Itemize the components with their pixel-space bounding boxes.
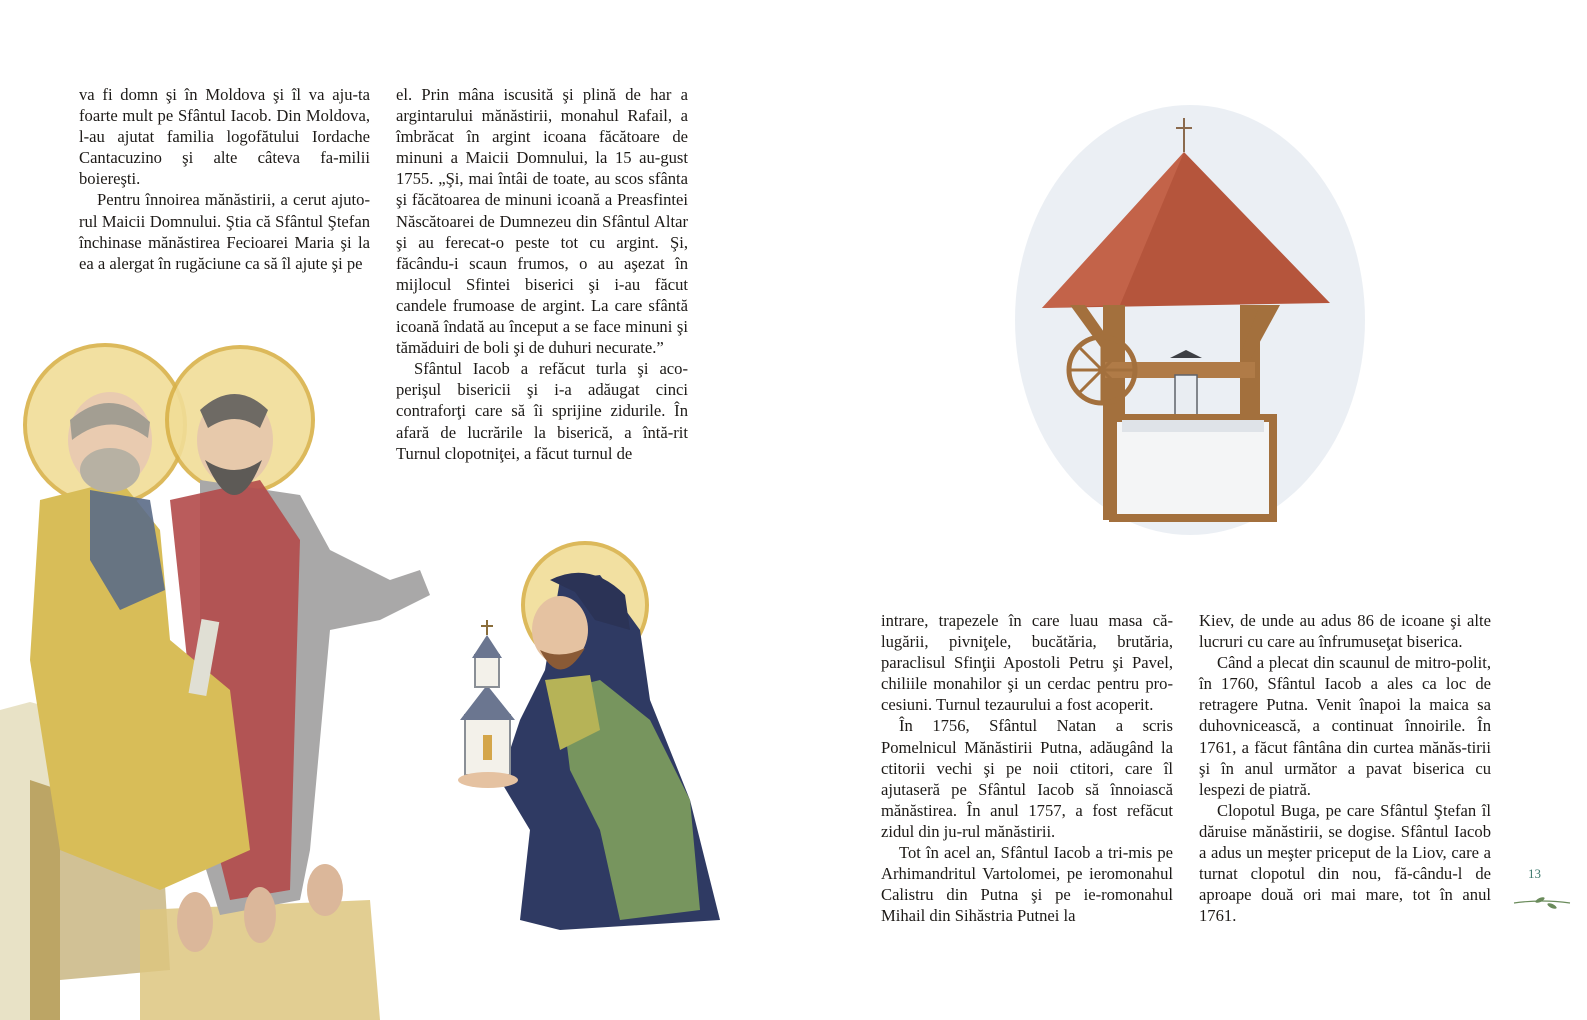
paragraph: Clopotul Buga, pe care Sfântul Ştefan îl dăruise mănăstirii, se dogise. Sfântul Iacob a adus un meşter priceput de la Liov, care a turnat clopotul din nou, fă-cându-l de aproape două ori mai mare, tot în anul 1761.	[1199, 800, 1491, 926]
paragraph: Sfântul Iacob a refăcut turla şi aco-perişul bisericii şi i-a adăugat cinci contraforţi care să îi sprijine zidurile. În afară de lucrările la biserică, a întă-rit Turnul clopotniţei, a făcut turnul de	[396, 359, 688, 463]
paragraph: va fi domn şi în Moldova şi îl va aju-ta foarte mult pe Sfântul Iacob. Din Moldova, l-au ajutat familia logofătului Iordache Cantacuzino şi alte câteva fa-milii boiereşti.	[79, 85, 370, 189]
paragraph: Kiev, de unde au adus 86 de icoane şi alte lucruri cu care au înfrumuseţat biserica.	[1199, 611, 1491, 652]
paragraph: el. Prin mâna iscusită şi plină de har a argintarului mănăstirii, monahul Rafail, a îmbrăcat în argint icoana făcătoare de minuni a Maicii Domnului, la 15 au-gust 1755. „Şi, mai întâi de toate, au scos sfânta şi făcătoarea de minuni icoană a Preasfintei Născătoarei de Dumnezeu din Sfântul Altar şi au ferecat-o peste tot cu argint. Şi, făcându-i scaun frumos, o au aşezat în mijlocul Sfintei biserici şi i-au făcut candele frumoase de argint. La care sfântă icoană îndată au început a se face minuni şi tămăduiri de boli şi de duhuri necurate.”	[396, 85, 688, 358]
saints-illustration	[0, 330, 740, 1020]
page-number: 13	[1528, 866, 1541, 881]
text-column-3	[881, 610, 1173, 926]
text-column-1	[79, 84, 370, 274]
paragraph: Pentru înnoirea mănăstirii, a cerut ajuto-rul Maicii Domnului. Ştia că Sfântul Ştefan închinase mănăstirea Fecioarei Maria şi la ea a alergat în rugăciune ca să îl ajute şi pe	[79, 190, 370, 273]
leaf-ornament-icon	[1512, 893, 1572, 913]
paragraph: Tot în acel an, Sfântul Iacob a tri-mis pe Arhimandritul Vartolomei, pe ieromonahul Calistru din Putna şi pe ie-romonahul Mihail din Sihăstria Putnei la	[881, 843, 1173, 926]
well-illustration	[1010, 100, 1370, 560]
paragraph: Când a plecat din scaunul de mitro-polit, în 1760, Sfântul Iacob a ales ca loc de retragere Putna. Venit înapoi la maica sa duhovnicească, a continuat înnoirile. În 1761, a făcut fântâna din curtea mănăs-tirii şi în anul următor a pavat biserica cu lespezi de piatră.	[1199, 653, 1491, 799]
paragraph: intrare, trapezele în care luau masa că-lugării, pivniţele, bucătăria, brutăria, paraclisul Sfinţii Apostoli Petru şi Pavel, chiliile monahilor şi un cerdac pentru pro-cesiuni. Turnul tezaurului a fost acoperit.	[881, 611, 1173, 715]
text-column-4	[1199, 610, 1491, 926]
paragraph: În 1756, Sfântul Natan a scris Pomelnicul Mănăstirii Putna, adăugând la ctitorii vechi şi pe noii ctitori, care îl ajutaseră pe Sfântul Iacob să înnoiască mănăstirea. În anul 1757, a fost refăcut zidul din ju-rul mănăstirii.	[881, 716, 1173, 841]
